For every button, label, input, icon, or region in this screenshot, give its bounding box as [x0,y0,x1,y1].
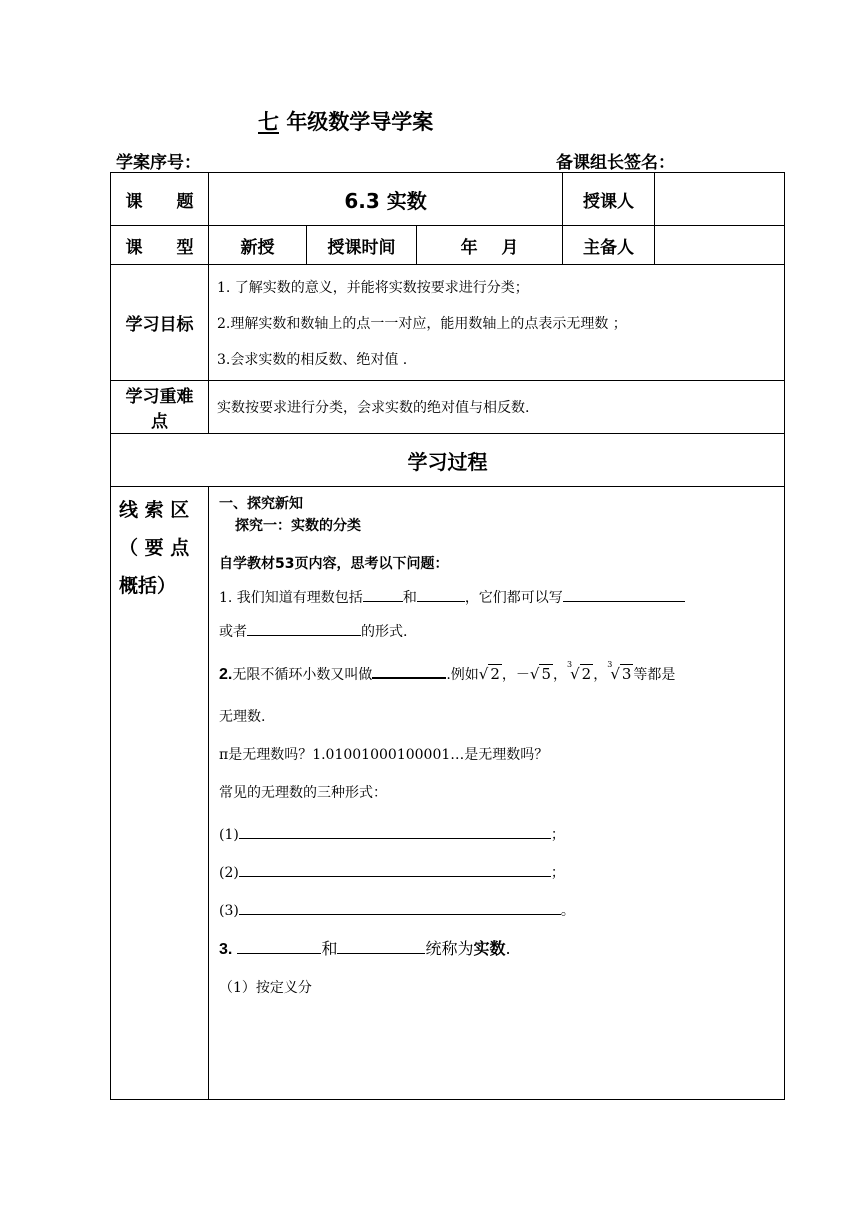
objectives-label: 学习目标 [111,265,209,381]
type-label: 课 型 [111,226,209,265]
objectives-row [111,265,785,381]
page-title [258,106,433,136]
answer-blank[interactable] [247,621,361,636]
answer-blank[interactable] [337,939,425,954]
sqrt-expression: √ 5 [529,665,552,683]
answer-blank[interactable] [237,939,321,954]
cbrt-expression: $^3$√ 2 [567,660,592,683]
teacher-value [655,173,785,226]
lead-value [655,226,785,265]
clue-area [111,487,209,1100]
signature-label: 备课组长签名： [556,153,675,173]
lead-label: 主备人 [563,226,655,265]
section-heading: 一、探究新知 [219,496,303,512]
serial-label: 学案序号： [116,153,201,173]
process-header: 学习过程 [111,434,785,487]
keypoints-row [111,381,785,434]
time-label: 授课时间 [307,226,417,265]
topic-row [111,173,785,226]
objective-item: 2.理解实数和数轴上的点一一对应，能用数轴上的点表示无理数 ； [217,315,627,332]
topic-label: 课 题 [111,173,209,226]
type-value: 新授 [209,226,307,265]
objective-item: 1. 了解实数的意义，并能将实数按要求进行分类； [217,279,529,296]
question-3: 3. 和 统称为实数. [219,939,511,958]
lesson-table [110,172,785,1100]
topic-value: 6.3 实数 [209,173,563,226]
sqrt-expression: √ 2 [478,665,500,683]
grade-value: 七 [258,110,279,134]
answer-blank[interactable] [239,862,551,877]
process-body-row [111,487,785,1100]
answer-blank[interactable] [239,824,551,839]
process-header-row [111,434,785,487]
subsection-definition: （1）按定义分 [219,980,312,996]
clue-line: 概括） [119,575,177,597]
type-row [111,226,785,265]
question-1: 1. 我们知道有理数包括 和 ，它们都可以写 [219,587,774,607]
answer-blank[interactable] [363,587,403,602]
question-2-cont: 无理数. [219,709,266,725]
answer-blank[interactable] [417,587,465,602]
task-instruction: 自学教材53页内容，思考以下问题： [219,556,449,572]
process-content [209,487,785,1100]
answer-blank[interactable] [239,900,561,915]
objective-item: 3.会求实数的相反数、绝对值 . [217,351,408,368]
keypoints-text: 实数按要求进行分类，会求实数的绝对值与相反数. [209,381,785,434]
form-1: (1) ； [219,824,774,844]
form-3: (3) 。 [219,900,774,920]
teacher-label: 授课人 [563,173,655,226]
explore-heading: 探究一：实数的分类 [235,518,361,534]
question-2: 2.无限不循环小数又叫做 .例如√ 2 ，－√ 5 ，$^3$√ 2 ，$^3$√ 3 等都是 [219,660,676,683]
pi-question: π是无理数吗？1.01001000100001…是无理数吗？ [219,747,549,763]
answer-blank[interactable] [372,663,446,679]
cbrt-expression: $^3$√ 3 [607,660,632,683]
answer-blank[interactable] [563,587,685,602]
title-text: 年级数学导学案 [286,110,434,134]
objectives-list [209,265,785,381]
clue-line: （ 要 点 [119,537,190,559]
keypoints-label: 学习重难点 [111,381,209,434]
date-value: 年 月 [417,226,563,265]
clue-line: 线 索 区 [119,499,190,521]
form-2: (2) ； [219,862,774,882]
question-1-cont: 或者 的形式. [219,621,774,641]
forms-title: 常见的无理数的三种形式： [219,785,387,801]
